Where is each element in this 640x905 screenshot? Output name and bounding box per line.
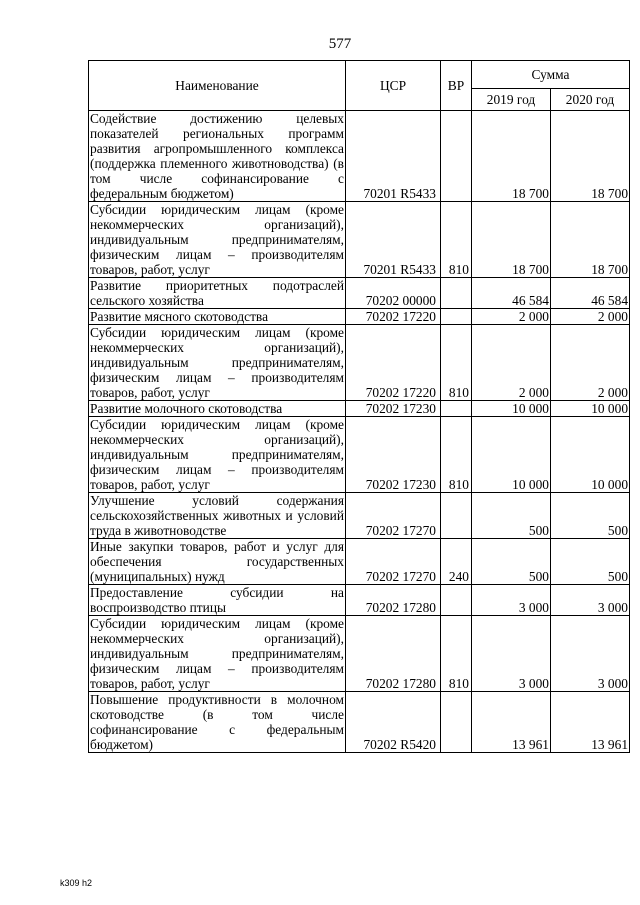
table-body	[89, 111, 630, 753]
cell-name: Развитие молочного скотоводства	[89, 401, 346, 417]
table-row	[89, 202, 630, 278]
cell-y2020: 10 000	[551, 401, 630, 417]
table-row	[89, 585, 630, 616]
cell-csr: 70201 R5433	[346, 111, 441, 202]
cell-name: Развитие приоритетных подотраслей сельского хозяйства	[90, 278, 344, 308]
cell-vr	[441, 278, 472, 309]
cell-y2020: 13 961	[551, 692, 630, 753]
cell-csr: 70202 17280	[346, 585, 441, 616]
header-name: Наименование	[89, 61, 346, 111]
cell-vr	[441, 585, 472, 616]
cell-y2019: 3 000	[472, 616, 551, 692]
cell-y2019: 13 961	[472, 692, 551, 753]
table-row	[89, 493, 630, 539]
table-row	[89, 278, 630, 309]
table-row	[89, 539, 630, 585]
cell-vr: 810	[441, 616, 472, 692]
table-row	[89, 309, 630, 325]
table-row	[89, 692, 630, 753]
cell-vr	[441, 493, 472, 539]
cell-name: Повышение продуктивности в молочном скотоводстве (в том числе софинансирование с федеральным бюджетом)	[90, 692, 344, 752]
cell-vr	[441, 692, 472, 753]
cell-y2020: 18 700	[551, 202, 630, 278]
cell-csr: 70201 R5433	[346, 202, 441, 278]
cell-vr: 810	[441, 325, 472, 401]
cell-name: Субсидии юридическим лицам (кроме некоммерческих организаций), индивидуальным предпринимателям, физическим лицам – производителям товаров, работ, услуг	[90, 417, 344, 492]
cell-y2020: 18 700	[551, 111, 630, 202]
cell-y2019: 2 000	[472, 309, 551, 325]
cell-y2019: 46 584	[472, 278, 551, 309]
cell-name: Иные закупки товаров, работ и услуг для обеспечения государственных (муниципальных) нужд	[90, 539, 344, 584]
cell-y2019: 500	[472, 493, 551, 539]
table-row	[89, 616, 630, 692]
cell-name: Субсидии юридическим лицам (кроме некоммерческих организаций), индивидуальным предпринимателям, физическим лицам – производителям товаров, работ, услуг	[90, 616, 344, 691]
cell-name: Субсидии юридическим лицам (кроме некоммерческих организаций), индивидуальным предпринимателям, физическим лицам – производителям товаров, работ, услуг	[90, 202, 344, 277]
cell-name: Содействие достижению целевых показателей региональных программ развития агропромышленного комплекса (поддержка племенного животноводства) (в том числе софинансирование с федеральным бюджетом)	[90, 111, 344, 201]
table-row	[89, 325, 630, 401]
cell-y2020: 3 000	[551, 585, 630, 616]
cell-csr: 70202 17230	[346, 401, 441, 417]
cell-y2019: 10 000	[472, 401, 551, 417]
budget-table	[88, 60, 630, 753]
cell-csr: 70202 17270	[346, 493, 441, 539]
header-vr: ВР	[441, 61, 472, 111]
cell-name: Субсидии юридическим лицам (кроме некоммерческих организаций), индивидуальным предпринимателям, физическим лицам – производителям товаров, работ, услуг	[90, 325, 344, 400]
table-row	[89, 111, 630, 202]
cell-y2019: 500	[472, 539, 551, 585]
table-row	[89, 417, 630, 493]
cell-name: Улучшение условий содержания сельскохозяйственных животных и условий труда в животноводстве	[90, 493, 344, 538]
cell-y2020: 2 000	[551, 325, 630, 401]
cell-vr	[441, 111, 472, 202]
cell-vr: 240	[441, 539, 472, 585]
cell-csr: 70202 17270	[346, 539, 441, 585]
cell-y2019: 18 700	[472, 202, 551, 278]
cell-y2020: 500	[551, 539, 630, 585]
cell-y2020: 3 000	[551, 616, 630, 692]
header-sum: Сумма	[472, 61, 630, 89]
page-number: 577	[328, 36, 352, 52]
cell-y2019: 3 000	[472, 585, 551, 616]
header-year-2019: 2019 год	[472, 89, 551, 111]
cell-vr: 810	[441, 417, 472, 493]
footer-code: k309 h2	[60, 878, 93, 888]
cell-csr: 70202 R5420	[346, 692, 441, 753]
cell-y2020: 500	[551, 493, 630, 539]
cell-y2019: 2 000	[472, 325, 551, 401]
cell-csr: 70202 17230	[346, 417, 441, 493]
cell-name: Развитие мясного скотоводства	[89, 309, 346, 325]
table-row	[89, 401, 630, 417]
cell-vr: 810	[441, 202, 472, 278]
cell-csr: 70202 17220	[346, 325, 441, 401]
cell-vr	[441, 401, 472, 417]
cell-csr: 70202 17280	[346, 616, 441, 692]
cell-vr	[441, 309, 472, 325]
header-year-2020: 2020 год	[551, 89, 630, 111]
cell-y2020: 46 584	[551, 278, 630, 309]
cell-csr: 70202 17220	[346, 309, 441, 325]
cell-y2020: 10 000	[551, 417, 630, 493]
cell-name: Предоставление субсидии на воспроизводство птицы	[90, 585, 344, 615]
cell-y2019: 18 700	[472, 111, 551, 202]
cell-y2020: 2 000	[551, 309, 630, 325]
cell-y2019: 10 000	[472, 417, 551, 493]
cell-csr: 70202 00000	[346, 278, 441, 309]
header-csr: ЦСР	[346, 61, 441, 111]
